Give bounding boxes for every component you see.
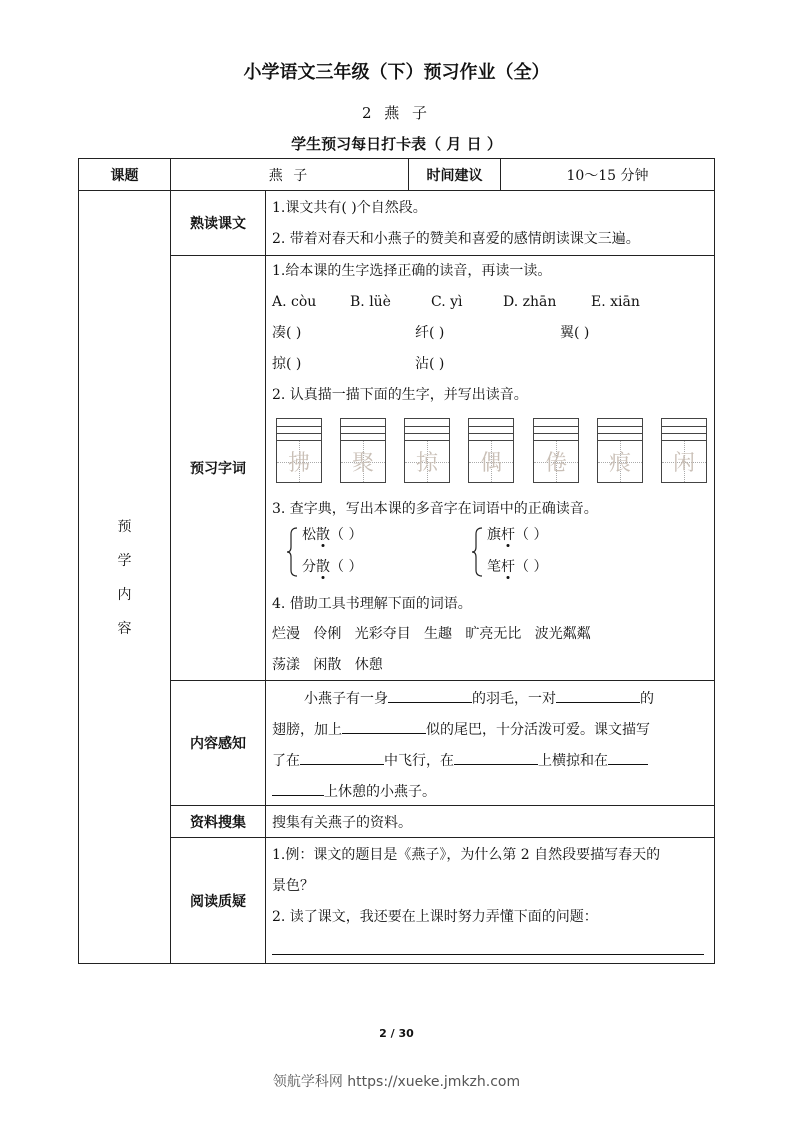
words-q4: 4. 借助工具书理解下面的词语。 — [272, 596, 472, 612]
answer-line[interactable] — [272, 954, 704, 955]
research-text: 搜集有关燕子的资料。 — [272, 815, 412, 831]
vocab-line-1: 烂漫 伶俐 光彩夺目 生趣 旷亮无比 波光粼粼 — [272, 626, 591, 642]
tracing-grid[interactable] — [340, 418, 386, 483]
trace-char: 闲 — [672, 451, 695, 476]
page-number: 2 / 30 — [379, 1027, 414, 1040]
question-line-3: 2. 读了课文，我还要在上课时努力弄懂下面的问题： — [272, 909, 598, 925]
fill-blank[interactable] — [300, 751, 384, 765]
read-line-1: 1.课文共有( )个自然段。 — [272, 200, 427, 216]
question-label: 阅读质疑 — [170, 837, 266, 964]
time-label: 时间建议 — [408, 158, 501, 191]
trace-char: 偶 — [479, 451, 502, 476]
tracing-grid[interactable] — [468, 418, 514, 483]
brace-icon — [471, 527, 483, 577]
document-title: 小学语文三年级（下）预习作业（全） — [243, 62, 550, 83]
topic-value: 燕 子 — [170, 158, 409, 191]
char-blank: 凑( ) — [272, 325, 302, 341]
words-q1: 1.给本课的生字选择正确的读音，再读一读。 — [272, 263, 552, 279]
read-label: 熟读课文 — [170, 190, 266, 256]
option: B. lüè — [350, 294, 391, 310]
fill-blank[interactable] — [454, 751, 538, 765]
poly-item: 分散（ ） — [302, 559, 363, 575]
fill-blank[interactable] — [556, 689, 640, 703]
tracing-grid[interactable] — [661, 418, 707, 483]
question-line-2: 景色？ — [272, 878, 314, 894]
char-blank: 翼( ) — [560, 325, 590, 341]
char-blank: 沾( ) — [415, 356, 445, 372]
fill-blank[interactable] — [608, 751, 648, 765]
trace-char: 掠 — [415, 451, 438, 476]
lesson-title: 2 燕 子 — [361, 104, 432, 122]
trace-char: 拂 — [287, 451, 310, 476]
brace-icon — [286, 527, 298, 577]
option: E. xiān — [591, 294, 640, 310]
option: C. yì — [431, 294, 463, 310]
words-q2: 2. 认真描一描下面的生字，并写出读音。 — [272, 387, 528, 403]
read-line-2: 2. 带着对春天和小燕子的赞美和喜爱的感情朗读课文三遍。 — [272, 231, 640, 247]
poly-item: 松散（ ） — [302, 527, 363, 543]
side-char: 预 — [117, 519, 132, 535]
topic-label: 课题 — [78, 158, 171, 191]
poly-item: 笔杆（ ） — [487, 559, 548, 575]
question-line-1: 1.例：课文的题目是《燕子》，为什么第 2 自然段要描写春天的 — [272, 847, 661, 863]
time-value: 10～15 分钟 — [500, 158, 715, 191]
content-label: 内容感知 — [170, 680, 266, 806]
side-char: 容 — [117, 621, 132, 637]
char-blank: 掠( ) — [272, 356, 302, 372]
side-char: 学 — [117, 553, 132, 569]
tracing-grid[interactable] — [597, 418, 643, 483]
side-label — [78, 190, 171, 964]
side-char: 内 — [117, 587, 132, 603]
vocab-line-2: 荡漾 闲散 休憩 — [272, 657, 383, 673]
poly-item: 旗杆（ ） — [487, 527, 548, 543]
fill-blank[interactable] — [272, 782, 324, 796]
form-title: 学生预习每日打卡表（ 月 日 ） — [291, 135, 502, 153]
content-line-3: 了在 中飞行，在 上横掠和在 — [272, 751, 648, 770]
trace-char: 痕 — [608, 451, 631, 476]
words-label: 预习字词 — [170, 255, 266, 681]
char-blank: 纤( ) — [415, 325, 445, 341]
trace-char: 倦 — [544, 451, 567, 476]
fill-blank[interactable] — [342, 720, 426, 734]
fill-blank[interactable] — [388, 689, 472, 703]
tracing-grid[interactable] — [404, 418, 450, 483]
trace-char: 聚 — [351, 451, 374, 476]
tracing-grid[interactable] — [276, 418, 322, 483]
content-line-1: 小燕子有一身 的羽毛，一对 的 — [304, 691, 654, 707]
option: A. còu — [272, 294, 317, 310]
footer-watermark: 领航学科网 https://xueke.jmkzh.com — [272, 1074, 521, 1090]
content-line-4: 上休憩的小燕子。 — [272, 782, 436, 801]
research-label: 资料搜集 — [170, 805, 266, 838]
option: D. zhān — [503, 294, 557, 310]
content-line-2: 翅膀，加上 似的尾巴，十分活泼可爱。课文描写 — [272, 722, 650, 738]
tracing-grid[interactable] — [533, 418, 579, 483]
words-q3: 3. 查字典，写出本课的多音字在词语中的正确读音。 — [272, 501, 598, 517]
